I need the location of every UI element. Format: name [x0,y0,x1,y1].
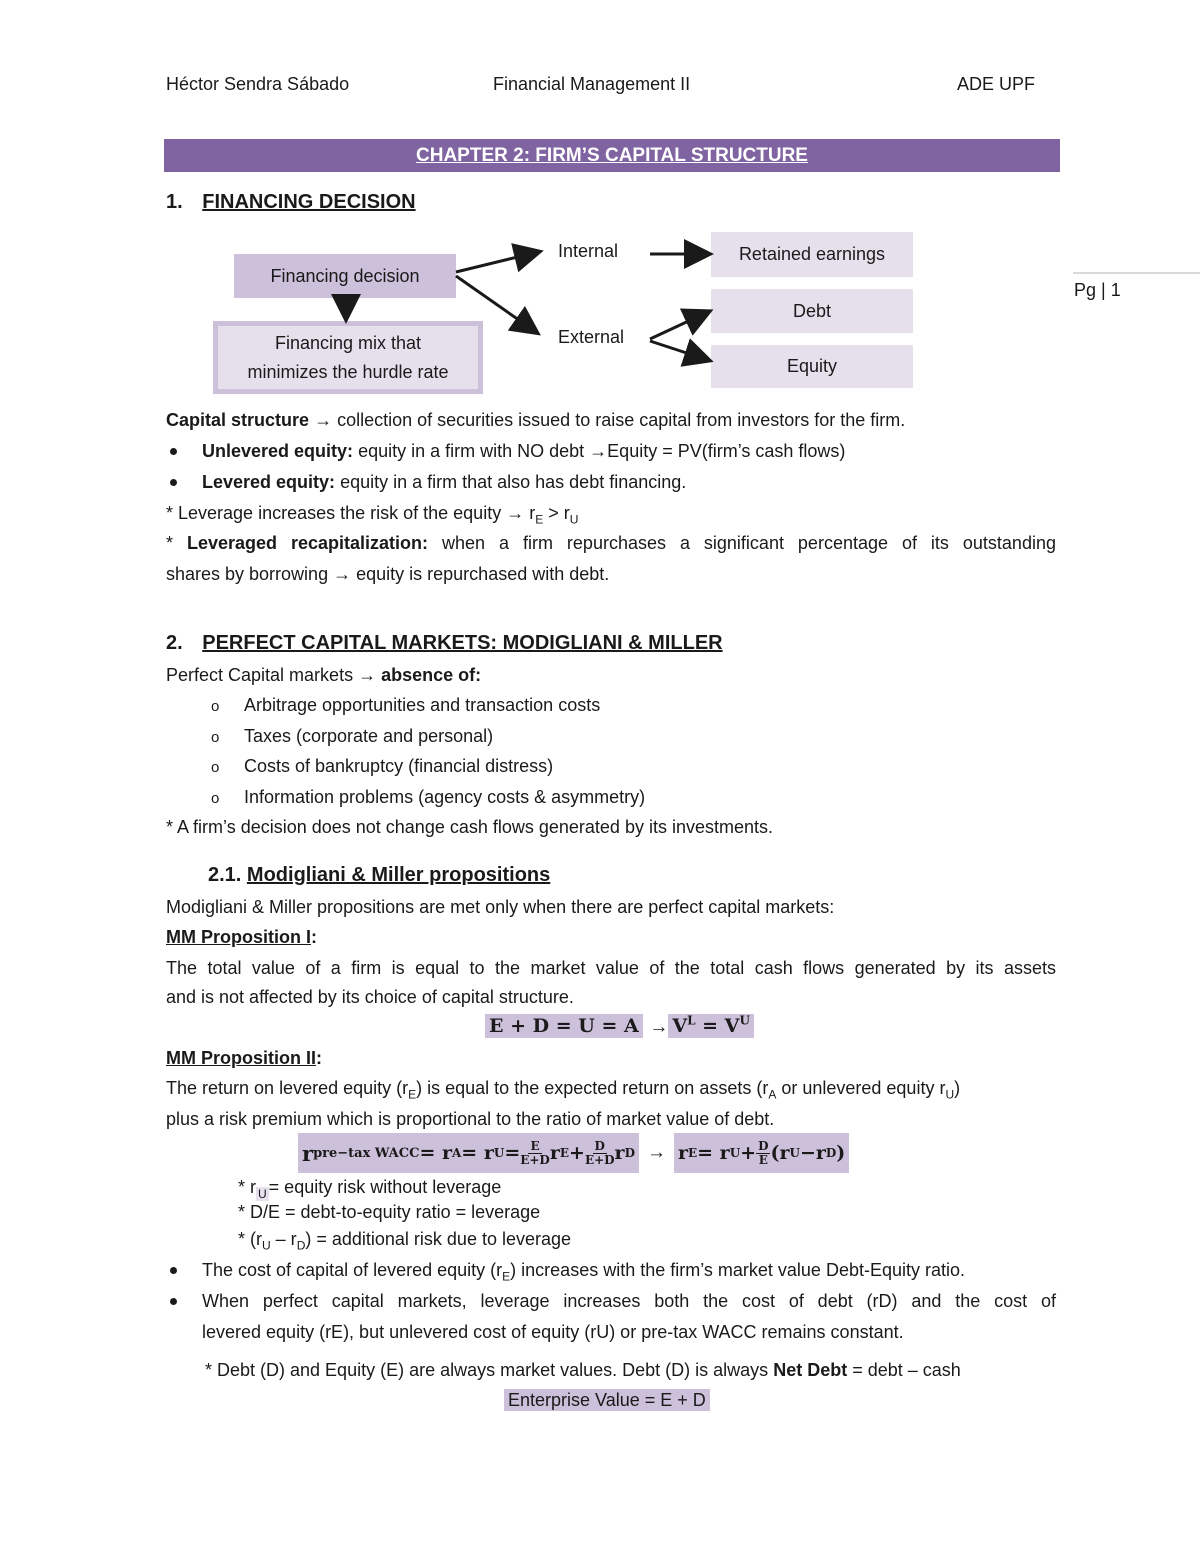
page-number: Pg | 1 [1074,280,1121,300]
capital-structure-line [166,409,905,431]
capital-structure-label: Capital structure [166,410,310,430]
list-item: Costs of bankruptcy (financial distress) [244,756,554,776]
recap-line1 [166,532,1056,554]
def2: * D/E = debt-to-equity ratio = leverage [238,1202,541,1222]
bullet-icon [170,448,177,455]
header-course: Financial Management II [493,74,691,94]
section21-heading [208,864,550,887]
diagram-equity: Equity [711,345,913,388]
unlevered-line [202,440,845,462]
bullet-icon [170,1298,177,1305]
circle-bullet-icon: o [211,698,220,715]
recap-text-line1: when a firm repurchases a significant percentage of its outstanding [442,533,1056,553]
prop1-formula [485,1014,754,1038]
section2-intro-a: Perfect Capital markets [166,665,354,685]
section1-number: 1. [166,191,183,213]
section2-title: PERFECT CAPITAL MARKETS: MODIGLIANI & MILLER [202,632,723,654]
prop2-label: MM Proposition II [166,1048,316,1068]
unlevered-text: equity in a firm with NO debt [358,441,585,461]
net-debt-note: * Debt (D) and Equity (E) are always market values. Debt (D) is always Net Debt = debt – cash [205,1360,961,1380]
arrow-to-internal [456,252,538,272]
diagram-retained-earnings: Retained earnings [711,232,913,277]
leverage-sub-E: E [535,512,544,527]
levered-line [202,471,686,493]
bullet1: The cost of capital of levered equity $(r_E)$ increases with the firm’s market value Debt-Equity ratio. [202,1260,966,1284]
section2-intro-b: absence of: [381,665,482,685]
header-author: Héctor Sendra Sábado [166,74,350,94]
prop1-formula-v: $V^L = V^U$ [668,1014,754,1038]
diagram-financing-mix-line1: Financing mix that [274,332,422,353]
arrow-icon: → [358,665,377,685]
prop1-line1: The total value of a firm is equal to the market value of the total cash flows generated by its assets [166,958,1056,978]
wacc-formula [298,1133,849,1173]
capital-structure-text: collection of securities issued to raise capital from investors for the firm. [337,410,906,430]
arrow-icon: → [649,1016,669,1038]
arrow-icon: → [589,441,608,461]
bullet-icon [170,1267,177,1274]
def1: * r $_U$ = equity risk without leverage [238,1177,502,1201]
bullet2-line1: When perfect capital markets, leverage increases both the cost of debt (rD) and the cost of [202,1291,1056,1311]
leverage-rE: r [529,503,536,523]
diagram-external: External [558,327,625,347]
circle-bullet-icon: o [211,790,220,807]
header-program: ADE UPF [957,74,1036,94]
prop2-line2: plus a risk premium which is proportional to the ratio of market value of debt. [166,1109,775,1129]
arrow-icon: → [646,1142,666,1163]
levered-label: Levered equity: [202,472,336,492]
arrow-icon: → [333,564,352,584]
diagram-internal: Internal [558,241,619,261]
leverage-note [166,502,578,531]
diagram-financing-decision: Financing decision [234,254,456,298]
recap-label: Leveraged recapitalization: [186,533,429,553]
recap-text-line2a: shares by borrowing [166,564,329,584]
recap-line2 [166,563,609,585]
list-item: Arbitrage opportunities and transaction costs [244,695,601,715]
recap-star: * [166,533,174,553]
chapter-title: CHAPTER 2: FIRM’S CAPITAL STRUCTURE [164,139,1060,172]
enterprise-value [504,1389,710,1411]
arrow-icon: → [314,410,333,430]
arrow-to-external [456,276,536,332]
leverage-sub-U: U [569,512,579,527]
recap-text-line2b: equity is repurchased with debt. [356,564,610,584]
unlevered-after: Equity = PV(firm’s cash flows) [607,441,846,461]
re-formula-box: r E = r U + $\frac{D}{E}$ (r U −r D ) [674,1133,849,1173]
list-item: Information problems (agency costs & asymmetry) [244,787,646,807]
section2-intro [166,664,481,686]
leverage-note-text: * Leverage increases the risk of the equity [166,503,502,523]
prop1-heading: MM Proposition I: [166,927,317,947]
bullet-icon [170,479,177,486]
bullet2-line2: levered equity (rE), but unlevered cost of equity (rU) or pre-tax WACC remains constant. [202,1322,904,1342]
circle-bullet-icon: o [211,729,220,746]
section21-intro: Modigliani & Miller propositions are met only when there are perfect capital markets: [166,897,835,917]
arrow-icon: → [506,503,525,523]
section21-number: 2.1. [208,864,242,886]
prop2-line1: The return on levered equity $(r_E)$ is equal to the expected return on assets ($r_A$ or unlevered equity $r_U$) [166,1078,961,1102]
section2-note: * A firm’s decision does not change cash flows generated by its investments. [166,817,773,837]
arrow-to-equity [650,341,708,360]
section2-number: 2. [166,632,183,654]
wacc-formula-box: r pre−tax WACC = r A = r U = $\frac{E}{E+D}$ r E + $\frac{D}{E+D}$ r D [298,1133,639,1173]
section2-heading [166,632,723,655]
levered-text: equity in a firm that also has debt financing. [340,472,687,492]
diagram-arrows [0,0,1200,420]
prop1-formula-eq: E + D = U = A [485,1014,643,1038]
def3: * $(r_U - r_D)$ = additional risk due to leverage [238,1229,572,1253]
enterprise-value-formula: Enterprise Value = E + D [504,1389,710,1411]
prop2-heading: MM Proposition II: [166,1048,322,1068]
prop1-label: MM Proposition I [166,927,311,947]
section21-title: Modigliani & Miller propositions [246,864,551,886]
circle-bullet-icon: o [211,759,220,776]
section1-title: FINANCING DECISION [202,191,416,213]
diagram-debt: Debt [711,289,913,333]
unlevered-label: Unlevered equity: [202,441,354,461]
arrow-to-debt [650,312,708,339]
diagram-financing-mix-line2: minimizes the hurdle rate [247,361,449,382]
list-item: Taxes (corporate and personal) [244,726,494,746]
prop1-line2: and is not affected by its choice of capital structure. [166,987,574,1007]
leverage-gt: > r [548,503,570,523]
